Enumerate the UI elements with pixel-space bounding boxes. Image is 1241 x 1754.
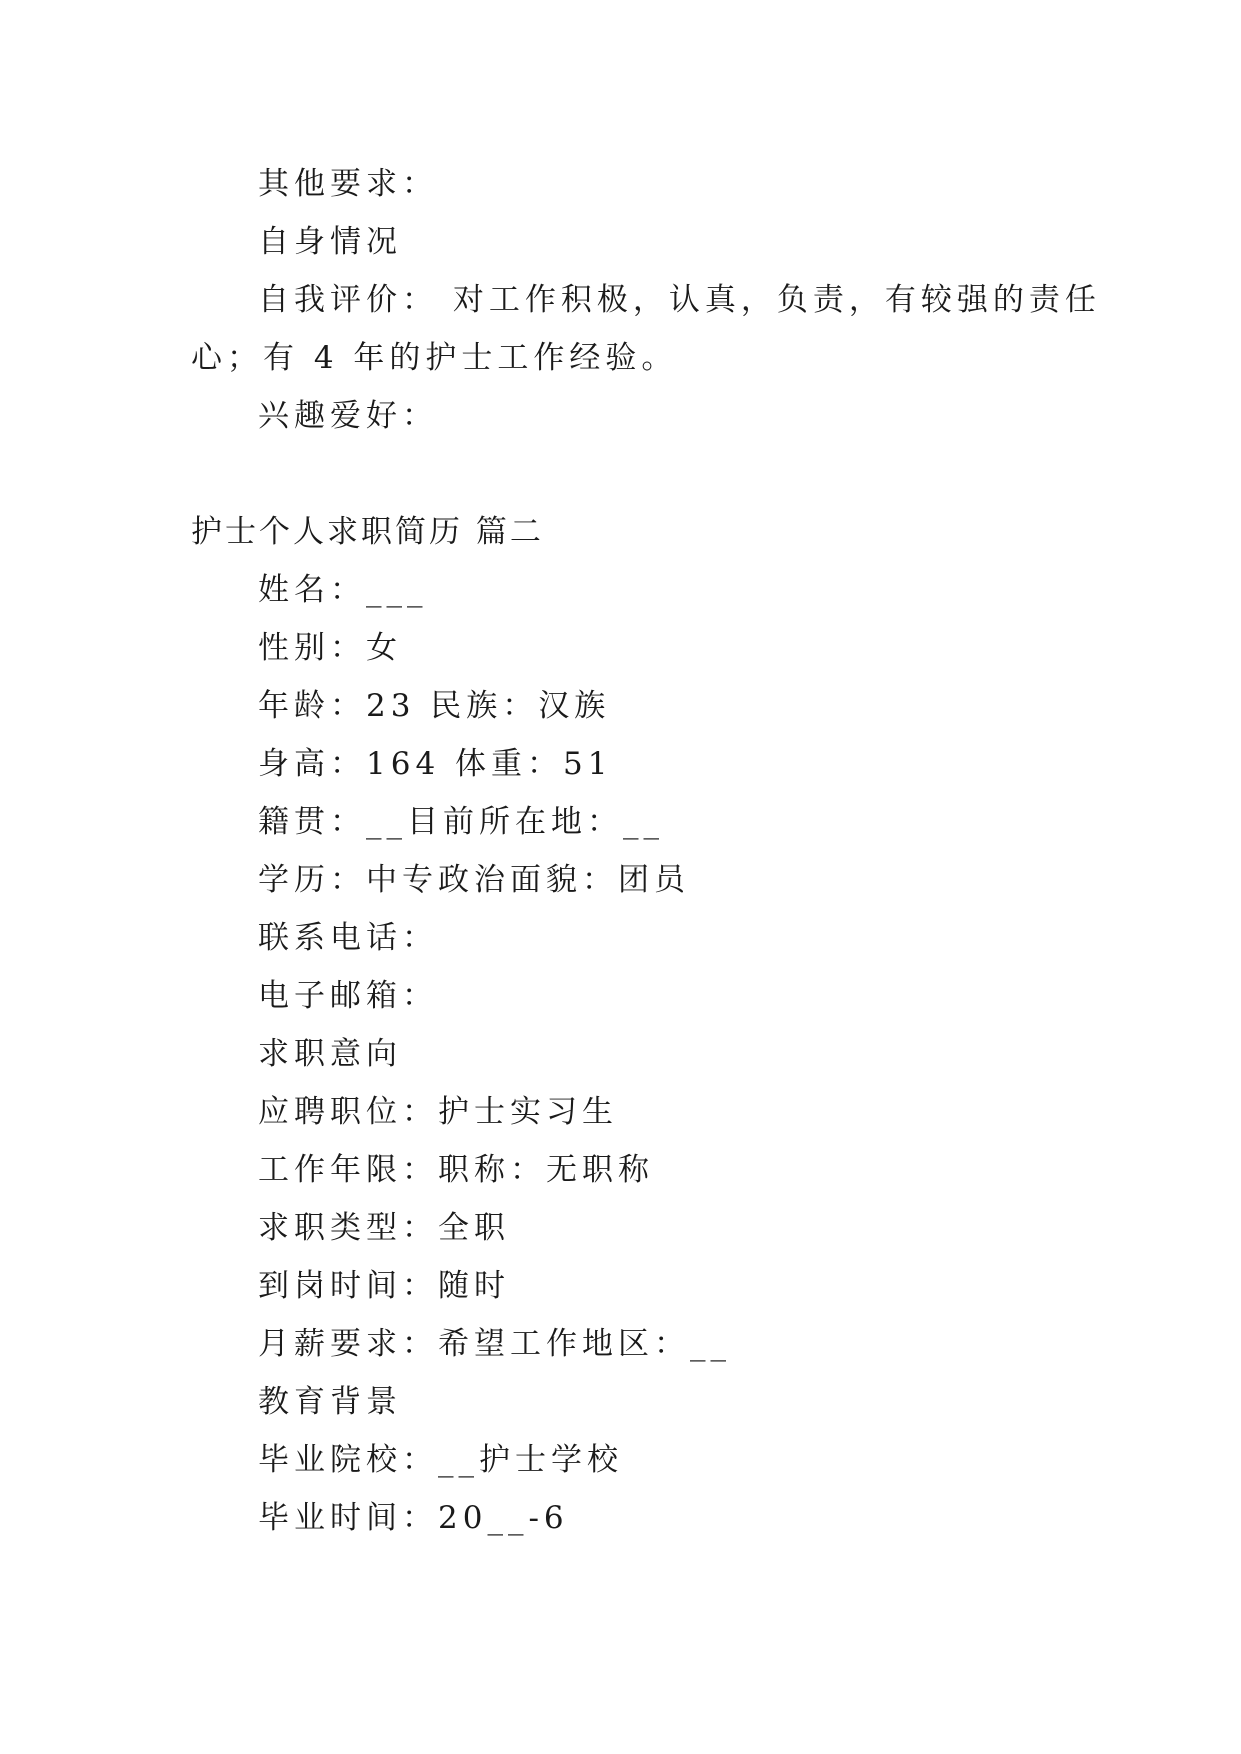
resume-line: 到岗时间：随时	[258, 1268, 510, 1304]
resume-line: 毕业院校：__护士学校	[258, 1442, 623, 1478]
resume-line: 毕业时间：20__-6	[258, 1500, 569, 1536]
resume-line: 电子邮箱：	[258, 978, 438, 1014]
resume-line: 姓名：___	[258, 572, 428, 608]
resume-line: 应聘职位：护士实习生	[258, 1094, 618, 1130]
resume-line: 月薪要求：希望工作地区：__	[258, 1326, 731, 1362]
resume-subheading: 求职意向	[258, 1036, 402, 1072]
self-situation-heading: 自身情况	[258, 224, 402, 260]
resume-line: 年龄：23 民族：汉族	[258, 688, 611, 724]
resume-line: 性别：女	[258, 630, 402, 666]
self-evaluation-line-2: 心；有 4 年的护士工作经验。	[191, 340, 678, 376]
resume-line: 学历：中专政治面貌：团员	[258, 862, 690, 898]
hobbies-label: 兴趣爱好：	[258, 398, 438, 434]
other-requirements-label: 其他要求：	[258, 166, 438, 202]
resume-line: 身高：164 体重：51	[258, 746, 613, 782]
self-evaluation-line-1: 自我评价： 对工作积极，认真，负责，有较强的责任	[258, 282, 1101, 318]
resume-line: 工作年限：职称：无职称	[258, 1152, 654, 1188]
resume-line: 籍贯：__目前所在地：__	[258, 804, 664, 840]
resume-line: 联系电话：	[258, 920, 438, 956]
resume-subheading: 教育背景	[258, 1384, 402, 1420]
resume-section-heading: 护士个人求职简历 篇二	[191, 514, 544, 550]
resume-line: 求职类型：全职	[258, 1210, 510, 1246]
